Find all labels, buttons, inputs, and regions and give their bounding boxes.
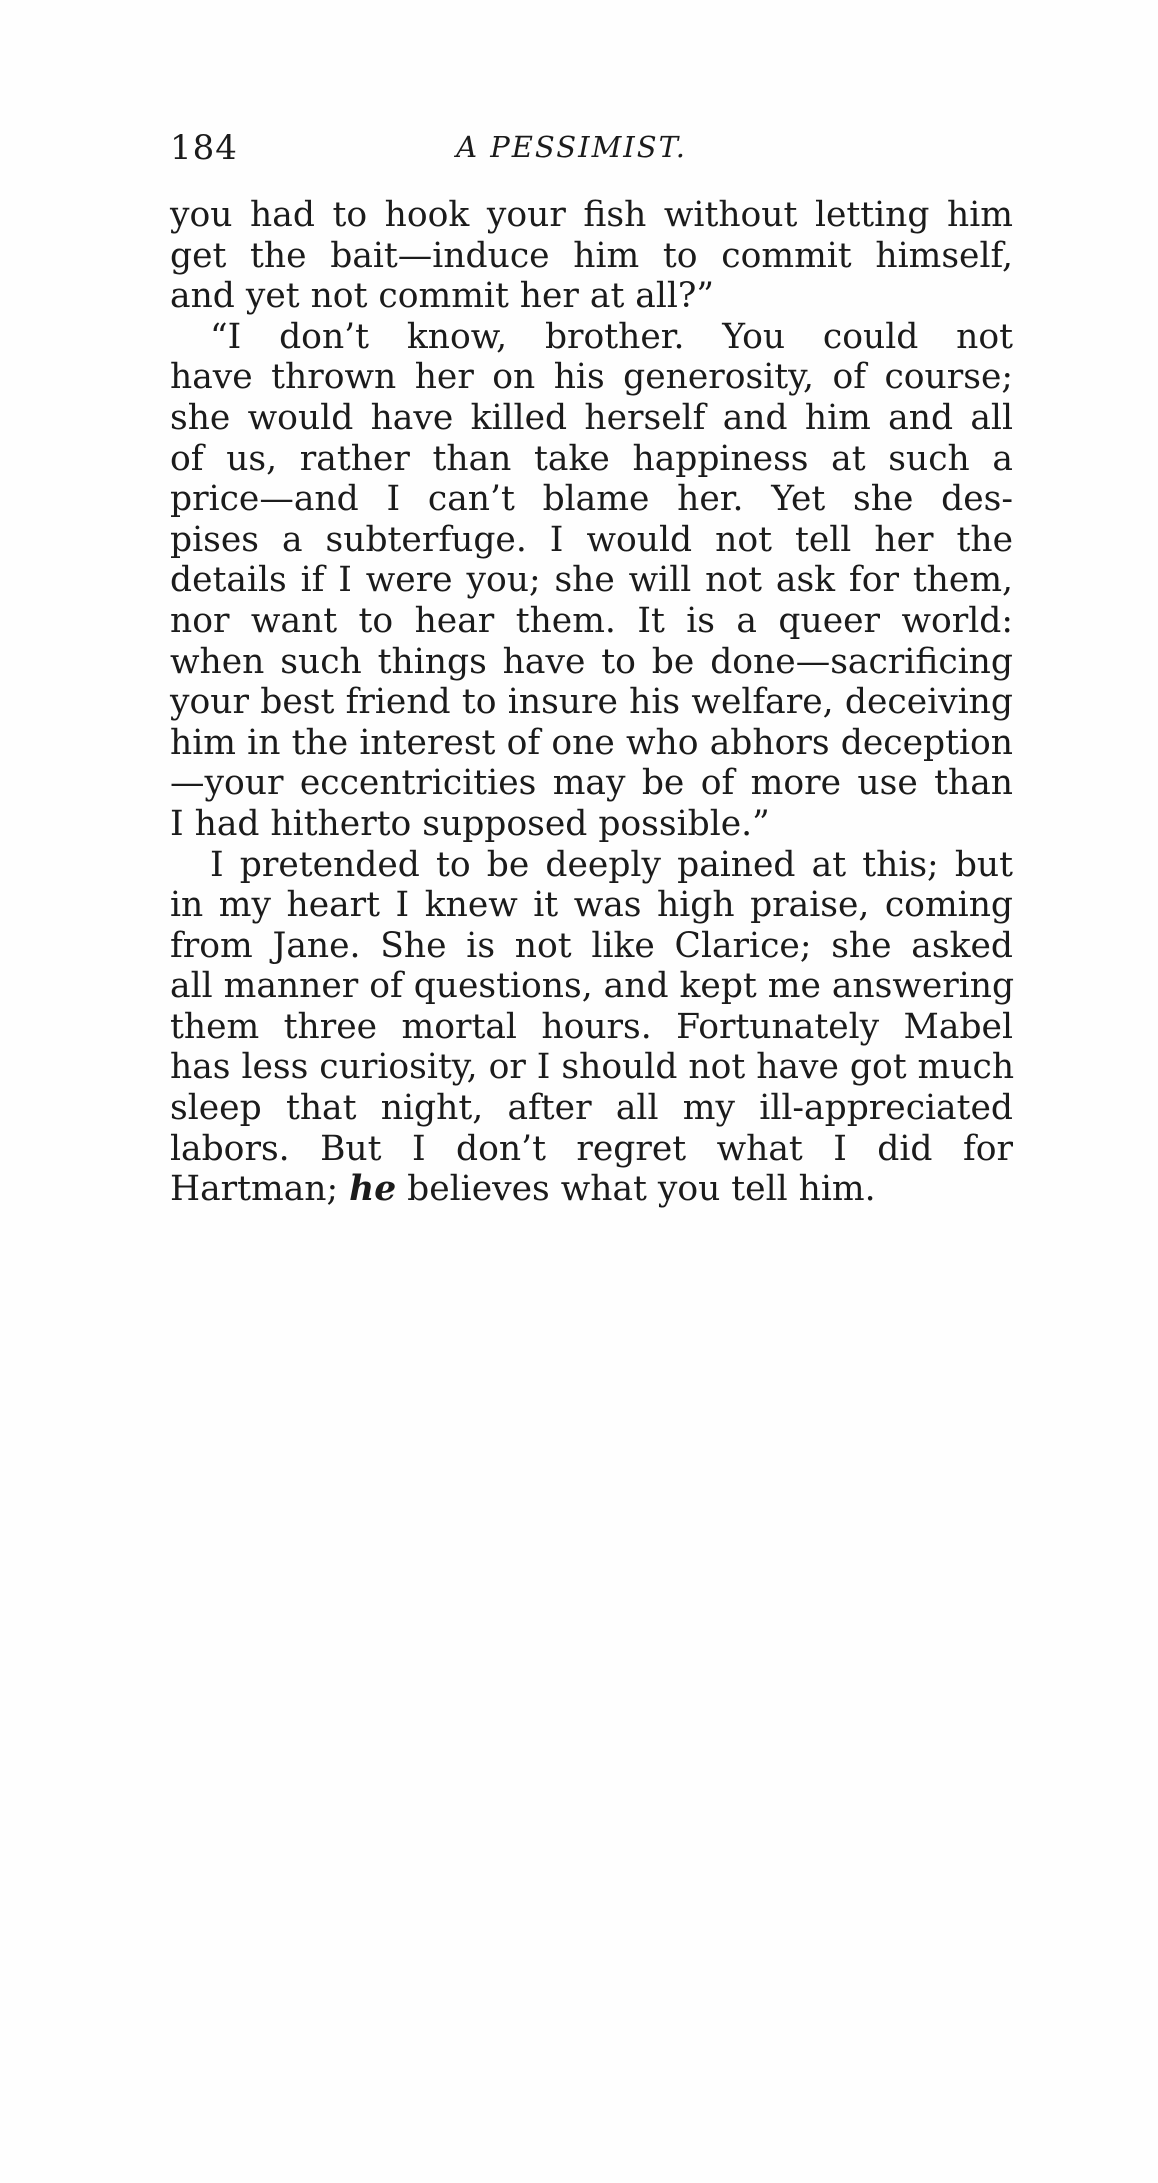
emphasized-word: he (349, 1169, 397, 1210)
text-line: I pretended to be deeply pained at this; but (210, 844, 1013, 885)
body-text (170, 195, 1013, 1210)
text-line: from Jane. She is not like Clarice; she asked (170, 925, 1013, 966)
text-line: have thrown her on his generosity, of course; (170, 357, 1013, 398)
text-line: you had to hook your fish without letting him (170, 195, 1013, 235)
text-line: labors. But I don’t regret what I did for (170, 1128, 1013, 1169)
text-line: your best friend to insure his welfare, deceiving (170, 682, 1013, 723)
paragraph-1 (170, 195, 1013, 317)
text-line: I had hitherto supposed possible.” (170, 803, 770, 844)
final-text-line (170, 1169, 1013, 1210)
text-line: him in the interest of one who abhors deception (170, 722, 1013, 763)
text-line: them three mortal hours. Fortunately Mabel (170, 1006, 1013, 1047)
text-line: “I don’t know, brother. You could not (210, 316, 1013, 357)
text-line: price—and I can’t blame her. Yet she des- (170, 479, 1013, 520)
text-line: she would have killed herself and him and all (170, 397, 1013, 438)
text-line: has less curiosity, or I should not have got much (170, 1047, 1015, 1088)
text-run: Hartman; (170, 1169, 350, 1210)
paragraph-3 (170, 845, 1013, 1210)
running-head-title: A PESSIMIST. (456, 130, 687, 164)
page-number: 184 (170, 128, 238, 168)
text-line: nor want to hear them. It is a queer world: (170, 600, 1013, 641)
text-line: get the bait—induce him to commit himself, (170, 235, 1013, 276)
text-line: and yet not commit her at all?” (170, 276, 715, 317)
text-line: in my heart I knew it was high praise, coming (170, 885, 1013, 926)
text-run: believes what you tell him. (396, 1169, 876, 1210)
text-line: pises a subterfuge. I would not tell her the (170, 519, 1013, 560)
text-line: all manner of questions, and kept me answering (170, 966, 1015, 1007)
text-line: sleep that night, after all my ill-appreciated (170, 1088, 1013, 1129)
text-line: when such things have to be done—sacrificing (170, 641, 1013, 682)
paragraph-2 (170, 317, 1013, 845)
text-line: —your eccentricities may be of more use than (170, 763, 1013, 804)
text-line: of us, rather than take happiness at such a (170, 438, 1013, 479)
running-head (170, 128, 1013, 172)
text-line: details if I were you; she will not ask for them, (170, 560, 1013, 601)
